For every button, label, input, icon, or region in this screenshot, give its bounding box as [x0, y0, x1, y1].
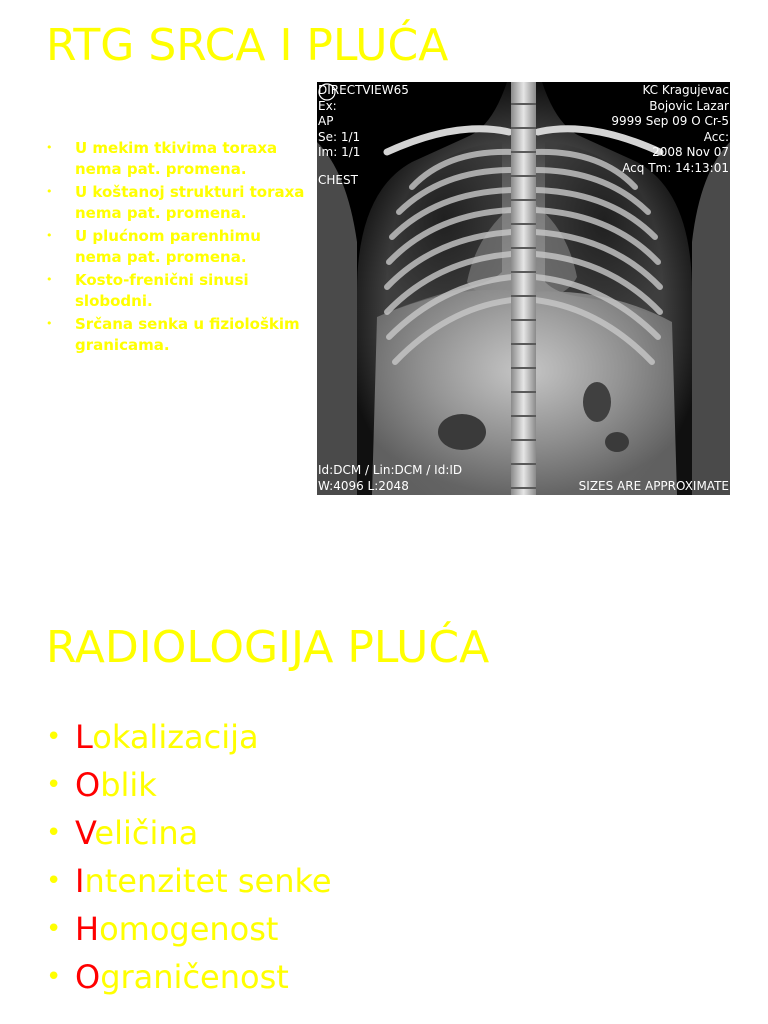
overlay-line: Id:DCM / Lin:DCM / Id:ID: [318, 463, 463, 477]
overlay-line: Acc:: [703, 129, 729, 144]
criteria-rest: omogenost: [99, 910, 279, 948]
overlay-line: AP: [318, 114, 334, 128]
overlay-line: Acq Tm: 14:13:01: [622, 160, 729, 175]
findings-item: [46, 226, 306, 267]
criteria-item: [46, 809, 332, 857]
bullet-icon: •: [46, 229, 53, 242]
findings-item: [46, 270, 306, 311]
criteria-initial: L: [75, 718, 93, 756]
slide2-title: RADIOLOGIJA PLUĆA: [46, 622, 490, 673]
xray-overlay-top-right: [611, 83, 729, 176]
findings-item: [46, 182, 306, 223]
overlay-line: DIRECTVIEW65: [318, 83, 409, 97]
criteria-rest: blik: [100, 766, 157, 804]
findings-item-text: Srčana senka u fiziološkim granicama.: [75, 315, 300, 354]
overlay-line: SIZES ARE APPROXIMATE: [578, 478, 729, 493]
xray-overlay-bottom-right: [579, 479, 729, 495]
bullet-icon: •: [46, 317, 53, 330]
overlay-line: W:4096 L:2048: [318, 478, 409, 493]
bullet-icon: •: [46, 818, 62, 848]
xray-overlay-bottom-left: [318, 463, 462, 494]
bullet-icon: •: [46, 273, 53, 286]
criteria-initial: V: [75, 814, 95, 852]
criteria-item: [46, 857, 332, 905]
overlay-line: Ex:: [318, 98, 337, 113]
findings-item: [46, 314, 306, 355]
findings-list: [46, 138, 306, 358]
slide1-title: RTG SRCA I PLUĆA: [46, 20, 449, 71]
bullet-icon: •: [46, 141, 53, 154]
xray-overlay-top-left: [318, 83, 409, 188]
bullet-icon: •: [46, 770, 62, 800]
criteria-list: [46, 713, 332, 1001]
overlay-line: KC Kragujevac: [642, 83, 729, 97]
bullet-icon: •: [46, 866, 62, 896]
bullet-icon: •: [46, 914, 62, 944]
overlay-line: Se: 1/1: [318, 129, 361, 144]
findings-item-text: U mekim tkivima toraxa nema pat. promena.: [75, 139, 278, 178]
overlay-line: CHEST: [318, 172, 358, 187]
overlay-line: 9999 Sep 09 O Cr-5: [611, 114, 729, 128]
criteria-item: [46, 905, 332, 953]
bullet-icon: •: [46, 185, 53, 198]
criteria-initial: O: [75, 958, 101, 996]
bullet-icon: •: [46, 962, 62, 992]
criteria-initial: O: [75, 766, 101, 804]
criteria-rest: okalizacija: [92, 718, 259, 756]
overlay-line: 2008 Nov 07: [652, 145, 729, 159]
bullet-icon: •: [46, 722, 62, 752]
criteria-initial: H: [75, 910, 100, 948]
criteria-rest: graničenost: [100, 958, 289, 996]
findings-item: [46, 138, 306, 179]
criteria-item: [46, 953, 332, 1001]
overlay-spacer: [318, 161, 409, 173]
criteria-item: [46, 761, 332, 809]
chest-xray-image: [317, 82, 730, 495]
findings-item-text: U koštanoj strukturi toraxa nema pat. promena.: [75, 183, 305, 222]
overlay-line: Im: 1/1: [318, 145, 361, 159]
criteria-rest: eličina: [94, 814, 199, 852]
criteria-item: [46, 713, 332, 761]
criteria-initial: I: [75, 862, 85, 900]
criteria-rest: ntenzitet senke: [84, 862, 332, 900]
overlay-line: Bojovic Lazar: [649, 98, 729, 113]
findings-item-text: Kosto-frenični sinusi slobodni.: [75, 271, 249, 310]
findings-item-text: U plućnom parenhimu nema pat. promena.: [75, 227, 261, 266]
